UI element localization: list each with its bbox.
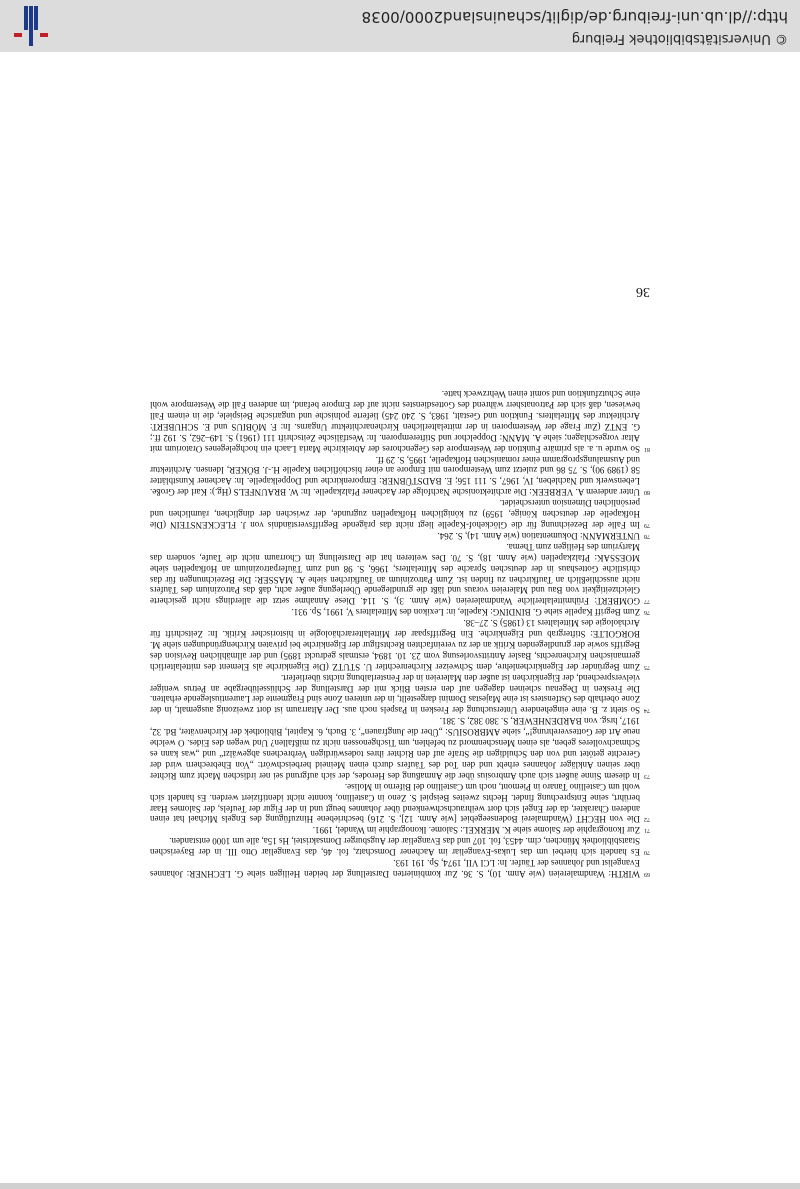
footnote-number: 78 <box>644 532 650 539</box>
copyright-text: © Universitätsbibliothek Freiburg <box>571 31 788 46</box>
footnote-number: 73 <box>644 772 650 779</box>
footnote <box>150 857 650 879</box>
footnote <box>150 606 650 617</box>
footnote-number: 80 <box>644 489 650 496</box>
footnote-text: Die von HECHT (Wandmalerei Bodenseegebiet [wie Anm. 12], S. 216) beschriebene Hinzufügung des Engels Michael hat einen anderen Charakter, da der Engel sich dort weihrauchschwenkend über Johannes beugt und in der Figur der Teufels, der Salomes Haar berührt, seine Entsprechung findet. Hechts zweites Beispiel S. Zeno in Castellino, konnte nicht identifiziert werden. Es handelt sich wohl um Castellino Tanaro in Piemont, noch um Castellino del Biferno in Molise. <box>150 781 640 825</box>
footnote-text: GOMBERT: Frühmittelalterliche Wandmalereien (wie Anm. 3), S. 114. Diese Annahme setzt die allerdings nicht gesicherte Gleichzeitigkeit von Bau und Malereien voraus und läßt die grundlegende Überlegung außer acht, daß das Patrozinium des Täufers nicht ausschließlich an Taufkirchen zu finden ist. Zum Patrozinium an Taufkirchen siehe A. MASSER: Die Bezeichnungen für das christliche Gotteshaus in der deutschen Sprache des Mittelalters, 1966, S. 98 und zum Täuferpatrozinium an Hofkapellen siehe MOESSAK: Pfalzkapellen (wie Anm. 18), S. 70. Des weiteren hat die Darstellung im Chorraum nicht die Taufe, sondern das Martyrium des Heiligen zum Thema. <box>150 541 640 607</box>
footnote-text: UNTERMANN: Dokumentation (wie Anm. 14), S. 264. <box>437 530 640 541</box>
page-rotated-content <box>0 52 800 1183</box>
footnote-text: Zum Begründer der Eigenkirchenlehre, dem Schweizer Kirchenrechtler U. STUTZ (Die Eigenkirche als Element des mittelalterlich germanischen Kirchenrechts, Basler Antrittsvorlesung vom 23. 10. 1894, erstmals gedruckt 1895) und der allmählichen Revision des Begriffs sowie der grundlegenden Kritik an der zu vereinfachten Rechtsfigur der Eigenkirche bei privaten Kirchengründungen siehe M. BORGOLTE: Stiftergrab und Eigenkirche. Ein Begriffspaar der Mittelalterarchäologie in historischer Kritik. In: Zeitschrift für Archäologie des Mittelalters 13 (1985) S. 27–38. <box>150 618 640 672</box>
footnote-text: Im Falle der Bezeichnung für die Glöckehof-Kapelle liegt nicht das prägende Begriffsverständnis von J. FLECKENSTEIN (Die Hofkapelle der deutschen Könige, 1959) zu königlichen Hofkapellen zugrunde, der zwischen der dinglichen, räumlichen und persönlichen Dimension unterscheidet. <box>150 498 640 530</box>
footnote-text: Zum Begriff Kapelle siehe G. BINDING: Kapelle, in: Lexikon des Mittelalters V, 1991, Sp. 931. <box>291 607 640 618</box>
footnote <box>150 835 650 857</box>
footnote-number: 70 <box>644 849 650 856</box>
ub-freiburg-logo-icon <box>14 6 48 46</box>
footnote <box>150 454 650 498</box>
footer-text <box>362 6 788 46</box>
footnote-text: So wurde u. a. als primäre Funktion der Westempore des Gegenchores der Abteikirche Maria Laach ein hochgelegenes Oratorium mit Altar vorgeschlagen; siehe A. MANN: Doppelchor und Stifteremporen. In: Westfälische Zeitschrift 111 (1961) S. 149–262, S. 192 ff.; G. ENTZ (Zur Frage der Westemporen in der mittelalterlichen Kirchenarchitektur Ungarns. In: F. MÖBIUS und E. SCHUBERT: Architektur des Mittelalters. Funktion und Gestalt, 1983, S. 240 245) lieferte polnische und ungarische Beispiele, die in einem Fall bewiesen, daß sich der Patronatsherr während des Gottesdienstes nicht auf der Empore befand, im anderen Fall die Westempore wohl eine Schutzfunktion und somit einen Wehrzweck hatte. <box>150 389 640 454</box>
footnote-text: In diesem Sinne äußert sich auch Ambrosius über die Anmaßung des Herodes, der sich aufgrund sei ner irdischen Macht zum Richter über seinen Ankläger Johannes erhebt und den Tod des Täufers durch einen Meineid herbeischwört: „Von Ehebrechern wird der Gerechte getötet und von den Schuldigen die Strafe auf den Richter ihres todeswürdigen Verbrechens abgewälzt“ und „was kann es Schmachvolleres geben, als einen Menschenmord zu befehlen, um Tischgenossen nicht zu mißfallen? Und wegen des Eides. O welche neue Art der Gottesverehrung!“, siehe AMBROSIUS: „Über die Jungfrauen“, 3. Buch, 6. Kapitel, Bibliothek der Kirchenväter, Bd. 32, 1917, hrsg. von BARDENHEWER, S. 380 382, S. 381. <box>150 716 640 781</box>
footnotes-block <box>150 388 650 879</box>
bottom-strip <box>0 1183 800 1189</box>
footnote <box>150 388 650 453</box>
footnote <box>150 541 650 606</box>
footnote-number: 76 <box>644 609 650 616</box>
footnote-text: WIRTH: Wandmalereien (wie Anm. 10), S. 36. Zur kombinierten Darstellung der beiden Heiligen siehe G. LECHNER: Johannes Evangelist und Johannes der Täufer. In: LCI VII, 1974, Sp. 191 193. <box>150 858 640 879</box>
footnote-text: Zur Ikonographie der Salome siehe K. MERKEL: Salome. Ikonographie im Wandel, 1991. <box>312 825 640 836</box>
footnote-text: So steht z. B. eine eingehendere Untersuchung der Fresken in Paspels noch aus. Der Altarraum ist dort zweizonig ausgemalt, in der Zone oberhalb des Ostfensters ist eine Majestas Domini dargestellt, in der unteren Zone sind Fragmente der Laurentiuslegende erhalten. Die Fresken in Degenau scheinen dagegen auf den ersten Blick mit der Darstellung der Schlüsselübergabe an Petrus weniger vielversprechend, der Eigenkirchen ist außer den Malereien in der Fensterlaibung nichts überliefert. <box>150 672 640 716</box>
footnote-number: 77 <box>644 598 650 605</box>
footnote <box>150 824 650 835</box>
footer-band <box>0 0 800 52</box>
footnote <box>150 715 650 780</box>
source-url-link[interactable]: http://dl.ub.uni-freiburg.de/diglit/schauinsland2000/0038 <box>361 8 788 26</box>
footnote-number: 75 <box>644 663 650 670</box>
footnote <box>150 672 650 716</box>
footnote <box>150 617 650 672</box>
footnote <box>150 530 650 541</box>
footnote-text: Unter anderem A. VERBEEK: Die architektonische Nachfolge der Aachener Pfalzkapelle. In: W. BRAUNFELS (Hg.): Karl der Große. Lebenswerk und Nachleben, IV, 1967, S. 111 156; E. BADSTÜBNER: Emporenkirche und Doppelkapelle. In: Aachener Kunstblätter 58 (1989 90), S. 75 86 und zuletzt zum Westemporen mit Empore an einer bischöflichen Kapelle H.-J. BÖKER, Idensen. Architektur und Ausmalungsprogramm einer romanischen Hofkapelle, 1995, S. 29 ff. <box>150 454 640 498</box>
footnote-number: 69 <box>644 871 650 877</box>
footnote-number: 72 <box>644 816 650 823</box>
footnote-number: 74 <box>644 707 650 714</box>
scanned-page <box>0 52 800 1183</box>
footer-inner <box>0 0 800 52</box>
footnote-number: 71 <box>644 827 650 834</box>
footnote <box>150 781 650 825</box>
page-number: 36 <box>636 284 650 299</box>
footnote <box>150 497 650 530</box>
footnote-number: 81 <box>644 445 650 452</box>
footnote-text: Es handelt sich hierbei um das Lukas-Evangeliar im Aachener Domschatz, fol. 46, das Evangeliar Otto III. in der Bayerischen Staatsbibliothek München, clm. 4453, fol. 107 und das Evangeliar der Augsburger Domsakristei, Hs 15a, alle um 1000 entstanden. <box>150 836 640 858</box>
footnote-number: 79 <box>644 522 650 528</box>
